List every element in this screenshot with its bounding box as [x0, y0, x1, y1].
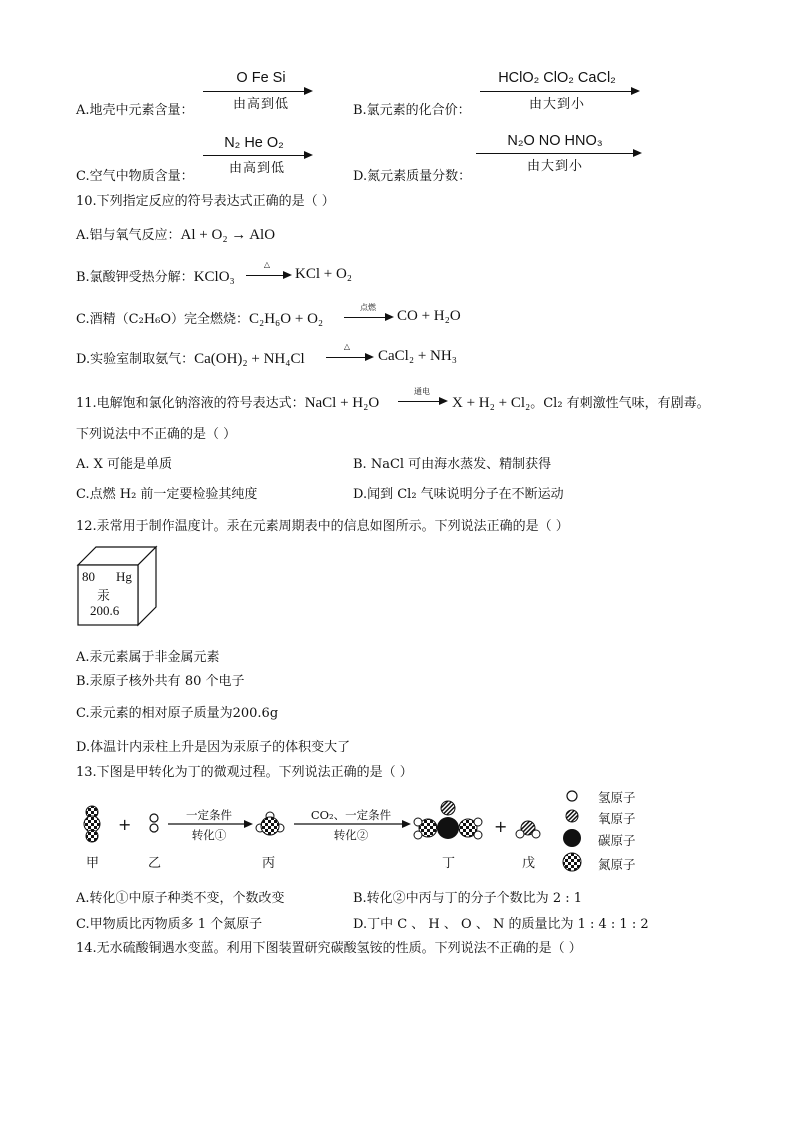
svg-text:+: +	[118, 815, 132, 834]
q13-option-a: A.转化①中原子种类不变，个数改变	[76, 891, 285, 906]
q10-option-c-left: C₂H₆O + O₂	[248, 311, 324, 327]
legend-nitrogen: 氮原子	[598, 857, 636, 872]
q10-option-b	[76, 266, 235, 286]
q9-option-d-arrow	[476, 153, 634, 154]
legend-icons	[563, 791, 581, 871]
element-name: 汞	[97, 589, 111, 604]
q13-option-d: D.丁中 C 、 H 、 O 、 N 的质量比为 1 : 4 : 1 : 2	[353, 917, 649, 932]
q11-option-d: D.闻到 Cl₂ 气味说明分子在不断运动	[353, 487, 564, 502]
q11-option-a: A. X 可能是单质	[76, 457, 173, 472]
q9-option-b-label: B.氯元素的化合价：	[353, 103, 471, 118]
q12-stem: 12.汞常用于制作温度计。汞在元素周期表中的信息如图所示。下列说法正确的是（ ）	[76, 519, 569, 534]
q9-option-a-label: A.地壳中元素含量：	[76, 103, 194, 118]
q10-option-d-right: CaCl₂ + NH₃	[378, 348, 457, 364]
element-atomic-number: 80	[82, 569, 95, 584]
molecule-wu	[516, 821, 540, 838]
legend-hydrogen: 氢原子	[598, 790, 636, 805]
arrowhead-icon	[385, 313, 394, 321]
label-bing: 丙	[262, 856, 276, 871]
arrowhead-icon	[633, 149, 642, 157]
q9-option-c-arrow	[203, 155, 305, 156]
arrow2-label: 转化②	[333, 828, 369, 842]
q9-option-c-order: 由高到低	[228, 161, 285, 176]
q9-option-d-sequence: N₂O NO HNO₃	[507, 133, 603, 149]
q9-option-b-order: 由大到小	[528, 97, 585, 112]
q11-equation-arrow	[398, 401, 440, 402]
q9-option-d-label: D.氮元素质量分数：	[353, 169, 472, 184]
q14-stem: 14.无水硫酸铜遇水变蓝。利用下图装置研究碳酸氢铵的性质。下列说法不正确的是（ ）	[76, 941, 582, 956]
q11-option-b: B. NaCl 可由海水蒸发、精制获得	[353, 457, 552, 472]
legend-carbon: 碳原子	[598, 833, 636, 848]
q9-option-c-label: C.空气中物质含量：	[76, 169, 194, 184]
q10-option-b-label: B.氯酸钾受热分解：	[76, 270, 194, 285]
q13-stem: 13.下图是甲转化为丁的微观过程。下列说法正确的是（ ）	[76, 765, 413, 780]
arrowhead-icon	[631, 87, 640, 95]
q11-stem-suffix: 。Cl₂ 有刺激性气味，有剧毒。	[530, 396, 710, 411]
q10-option-a	[76, 224, 275, 244]
arrow2-condition: CO₂、一定条件	[310, 808, 392, 822]
q9-option-d-order: 由大到小	[526, 159, 583, 174]
q10-option-a-equation: Al + O₂ → AlO	[180, 227, 276, 243]
label-jia: 甲	[86, 856, 100, 871]
q11-stem-prefix: 11.电解饱和氯化钠溶液的符号表达式：	[76, 396, 305, 411]
q10-option-c-condition: 点燃	[360, 303, 376, 312]
legend-oxygen: 氧原子	[598, 811, 636, 826]
q10-option-d-left: Ca(OH)₂ + NH₄Cl	[194, 351, 305, 367]
q10-option-b-right: KCl + O₂	[295, 266, 353, 282]
q9-option-c-sequence: N₂ He O₂	[224, 135, 284, 151]
q10-option-d-arrow	[326, 357, 366, 358]
q11-equation-left: NaCl + H₂O	[304, 395, 380, 411]
q11-stem-line2: 下列说法中不正确的是（ ）	[76, 427, 237, 442]
arrow1-label: 转化①	[191, 828, 227, 842]
q10-option-c-label: C.酒精（C₂H₆O）完全燃烧：	[76, 312, 249, 327]
arrowhead-icon	[439, 397, 448, 405]
q12-option-b: B.汞原子核外共有 80 个电子	[76, 674, 245, 689]
label-wu: 戊	[522, 856, 536, 871]
q10-option-c-right: CO + H₂O	[397, 308, 461, 324]
label-ding: 丁	[442, 856, 456, 871]
q10-option-d-condition: △	[343, 342, 351, 351]
q11-equation-condition: 通电	[414, 387, 430, 396]
q10-stem: 10.下列指定反应的符号表达式正确的是（ ）	[76, 194, 335, 209]
q12-option-c: C.汞元素的相对原子质量为200.6g	[76, 706, 279, 721]
arrowhead-icon	[283, 271, 292, 279]
q10-option-d	[76, 348, 305, 368]
q9-option-a-order: 由高到低	[232, 97, 289, 112]
label-yi: 乙	[148, 856, 162, 871]
q11-equation-right: X + H₂ + Cl₂	[452, 395, 531, 411]
q10-option-b-arrow	[246, 275, 284, 276]
molecule-jia	[84, 806, 100, 842]
q10-option-c	[76, 308, 323, 328]
arrowhead-icon	[304, 151, 313, 159]
q11-stem-line1	[76, 392, 379, 412]
molecule-bing	[256, 812, 284, 835]
q10-option-d-label: D.实验室制取氨气：	[76, 352, 195, 367]
q9-option-b-arrow	[480, 91, 632, 92]
q13-option-b: B.转化②中丙与丁的分子个数比为 2 : 1	[353, 891, 583, 906]
q10-option-c-arrow	[344, 317, 386, 318]
element-atomic-mass: 200.6	[90, 603, 120, 618]
q10-option-b-condition: △	[263, 260, 271, 269]
q12-option-d: D.体温计内汞柱上升是因为汞原子的体积变大了	[76, 740, 351, 755]
q13-option-c: C.甲物质比丙物质多 1 个氮原子	[76, 917, 263, 932]
molecule-ding	[414, 801, 482, 839]
svg-text:+: +	[494, 817, 508, 836]
q9-option-a-sequence: O Fe Si	[236, 70, 286, 86]
q12-option-a: A.汞元素属于非金属元素	[76, 650, 220, 665]
element-symbol: Hg	[116, 569, 132, 584]
q10-option-b-left: KClO₃	[193, 269, 235, 285]
q9-option-b-sequence: HClO₂ ClO₂ CaCl₂	[498, 70, 616, 86]
q9-option-a-arrow	[203, 91, 305, 92]
arrow1-condition: 一定条件	[186, 808, 232, 822]
q11-stem-line1-rest	[452, 392, 710, 412]
q10-option-a-label: A.铝与氧气反应：	[76, 228, 181, 243]
arrowhead-icon	[365, 353, 374, 361]
q11-option-c: C.点燃 H₂ 前一定要检验其纯度	[76, 487, 258, 502]
molecule-yi	[150, 814, 158, 832]
